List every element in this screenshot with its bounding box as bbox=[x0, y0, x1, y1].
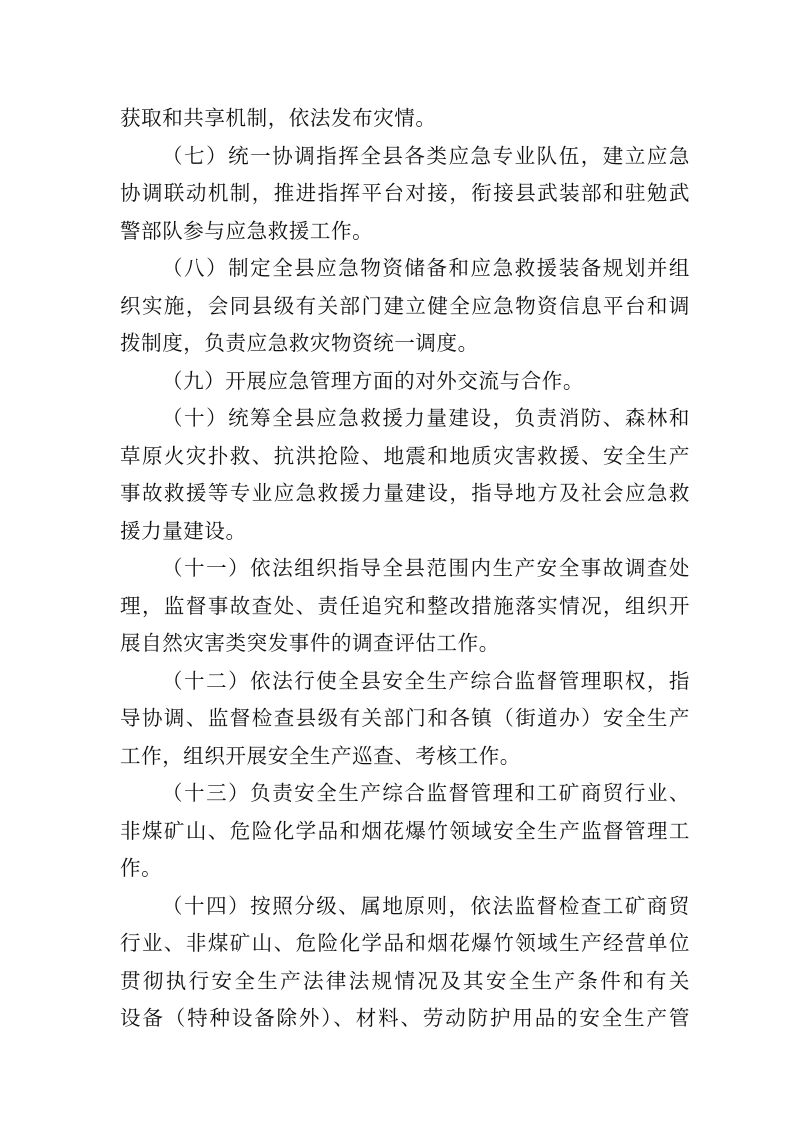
text-line: （九）开展应急管理方面的对外交流与合作。 bbox=[162, 368, 584, 393]
text-line: （十三）负责安全生产综合监督管理和工矿商贸行业、 bbox=[162, 781, 690, 805]
text-line: 工作，组织开展安全生产巡查、考核工作。 bbox=[120, 743, 521, 768]
paragraph-item-12 bbox=[120, 663, 690, 776]
paragraph-item-8 bbox=[120, 250, 690, 363]
paragraph-item-7 bbox=[120, 138, 690, 251]
text-line: 行业、非煤矿山、危险化学品和烟花爆竹领域生产经营单位 bbox=[120, 931, 690, 955]
paragraph-item-14 bbox=[120, 888, 690, 1038]
paragraph-item-13 bbox=[120, 775, 690, 888]
paragraph-item-10 bbox=[120, 400, 690, 550]
text-line: （七）统一协调指挥全县各类应急专业队伍，建立应急 bbox=[162, 143, 690, 168]
text-line: （十四）按照分级、属地原则，依法监督检查工矿商贸 bbox=[162, 893, 690, 918]
text-line: 拨制度，负责应急救灾物资统一调度。 bbox=[120, 331, 479, 355]
text-line: 织实施，会同县级有关部门建立健全应急物资信息平台和调 bbox=[120, 293, 690, 318]
text-line: 援力量建设。 bbox=[120, 518, 247, 543]
paragraph-item-11 bbox=[120, 550, 690, 663]
text-line: （十二）依法行使全县安全生产综合监督管理职权，指 bbox=[162, 668, 690, 693]
text-line: 警部队参与应急救援工作。 bbox=[120, 218, 374, 243]
text-line: 导协调、监督检查县级有关部门和各镇（街道办）安全生产 bbox=[120, 706, 690, 730]
text-line: 获取和共享机制，依法发布灾情。 bbox=[120, 106, 437, 130]
document-body bbox=[120, 100, 690, 1038]
text-line: 草原火灾扑救、抗洪抢险、地震和地质灾害救援、安全生产 bbox=[120, 443, 690, 468]
text-line: 非煤矿山、危险化学品和烟花爆竹领域安全生产监督管理工 bbox=[120, 818, 690, 843]
text-line: 协调联动机制，推进指挥平台对接，衔接县武装部和驻勉武 bbox=[120, 181, 690, 205]
text-line: 事故救援等专业应急救援力量建设，指导地方及社会应急救 bbox=[120, 481, 690, 505]
paragraph-disaster-info bbox=[120, 100, 690, 138]
text-line: （十）统筹全县应急救援力量建设，负责消防、森林和 bbox=[162, 406, 690, 430]
paragraph-item-9 bbox=[120, 363, 690, 401]
text-line: （十一）依法组织指导全县范围内生产安全事故调查处 bbox=[162, 556, 690, 580]
text-line: 作。 bbox=[120, 856, 163, 880]
text-line: （八）制定全县应急物资储备和应急救援装备规划并组 bbox=[162, 256, 690, 280]
text-line: 贯彻执行安全生产法律法规情况及其安全生产条件和有关 bbox=[120, 968, 690, 993]
text-line: 设备（特种设备除外）、材料、劳动防护用品的安全生产管 bbox=[120, 1006, 690, 1030]
text-line: 理，监督事故查处、责任追究和整改措施落实情况，组织开 bbox=[120, 593, 690, 618]
text-line: 展自然灾害类突发事件的调查评估工作。 bbox=[120, 631, 500, 655]
